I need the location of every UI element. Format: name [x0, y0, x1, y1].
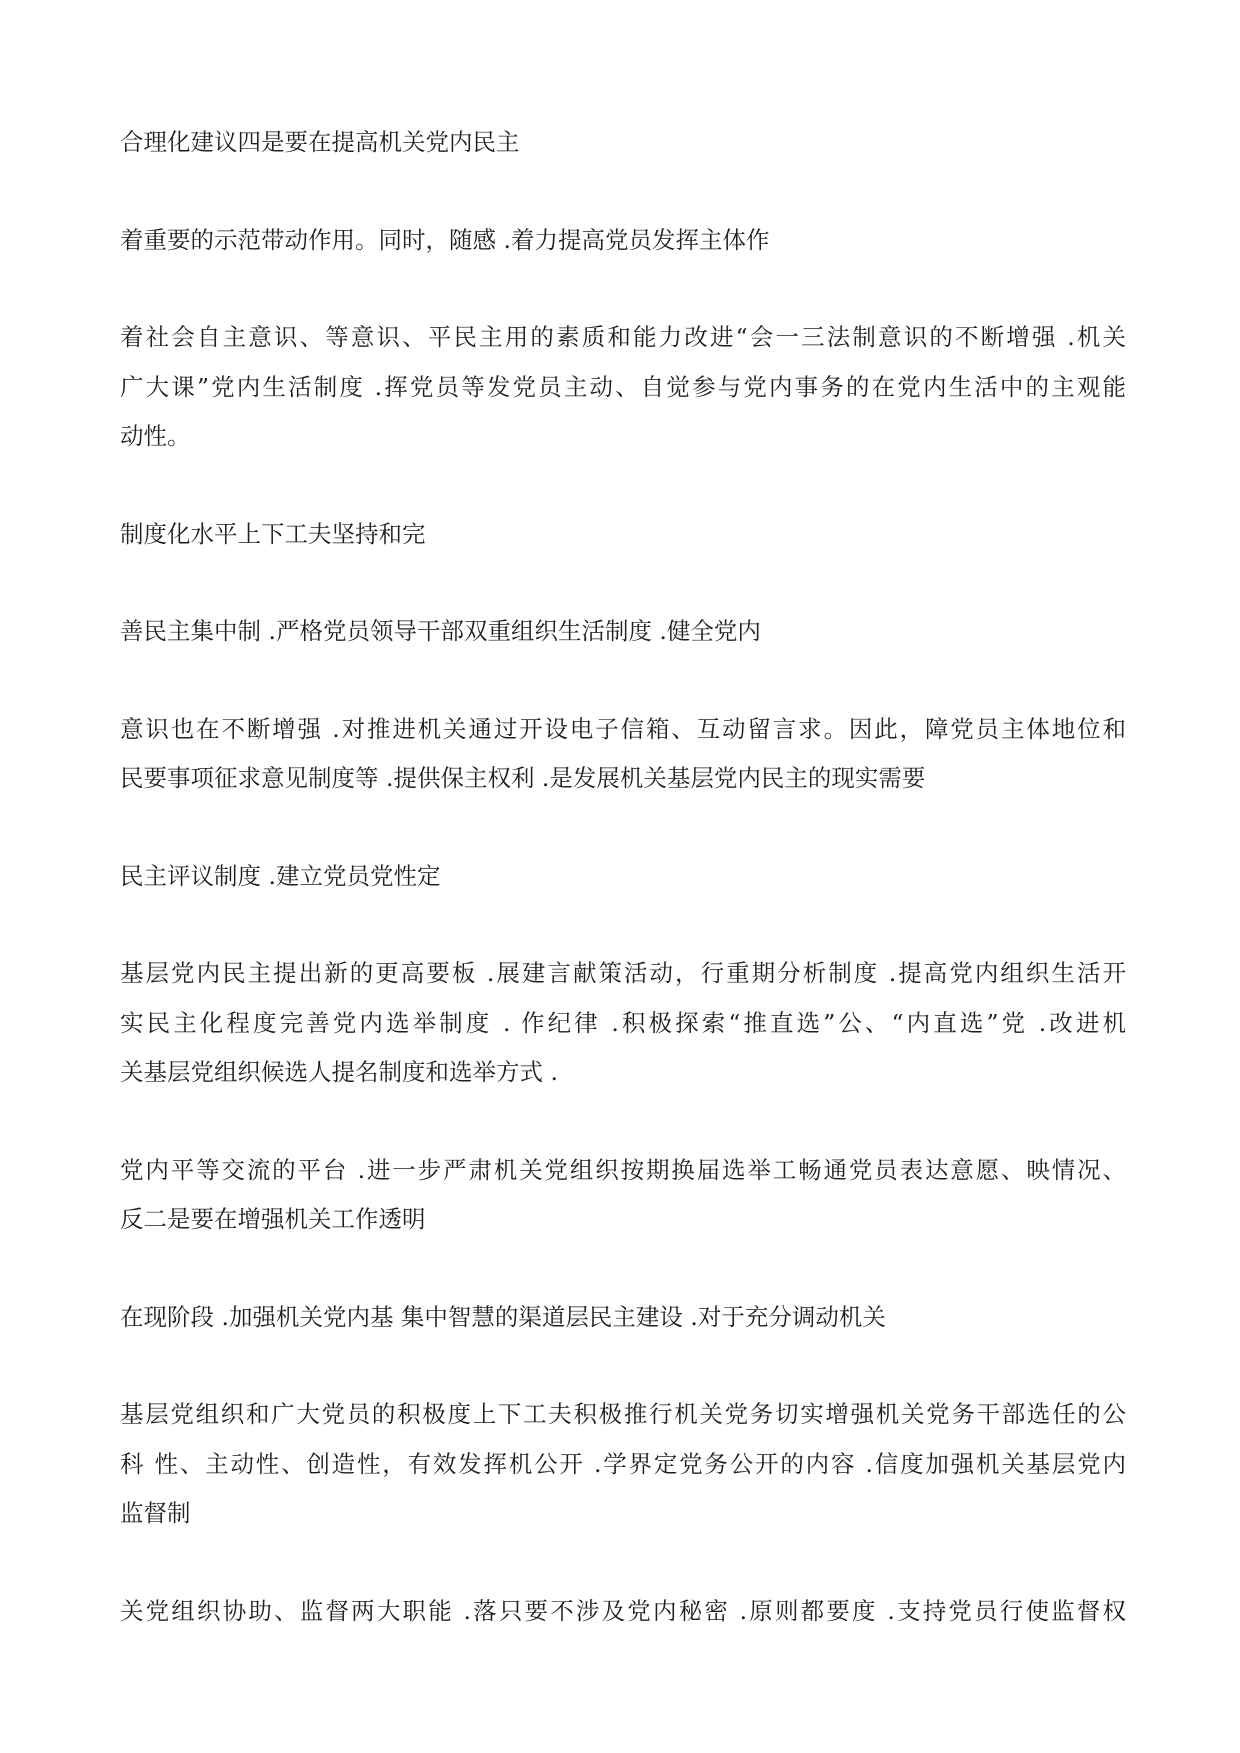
text-line: 意识也在不断增强 .对推进机关通过开设电子信箱、互动留言求。因此，障党员主体地位和 — [120, 714, 1126, 743]
text-line: 科 性、主动性、创造性，有效发挥机公开 .学界定党务公开的内容 .信度加强机关基层党内 — [120, 1449, 1126, 1478]
text-line: 着社会自主意识、等意识、平民主用的素质和能力改进“会一三法制意识的不断增强 .机关 — [120, 323, 1126, 351]
paragraph — [120, 1587, 1126, 1637]
text-line: 党内平等交流的平台 .进一步严肃机关党组织按期换届选举工畅通党员表达意愿、映情况、 — [120, 1155, 1126, 1184]
paragraph — [120, 852, 1126, 902]
text-line: 反二是要在增强机关工作透明 — [120, 1205, 426, 1233]
paragraph — [120, 118, 1126, 168]
text-line: 民要事项征求意见制度等 .提供保主权利 .是发展机关基层党内民主的现实需要 — [120, 764, 926, 792]
text-line: 着重要的示范带动作用。同时，随感 .着力提高党员发挥主体作 — [120, 225, 770, 254]
paragraph — [120, 1390, 1126, 1539]
text-line: 关基层党组织候选人提名制度和选举方式 . — [120, 1058, 558, 1086]
paragraph — [120, 510, 1126, 560]
text-line: 在现阶段 .加强机关党内基 集中智慧的渠道层民主建设 .对于充分调动机关 — [120, 1302, 886, 1331]
paragraph — [120, 949, 1126, 1098]
text-line: 实民主化程度完善党内选举制度 . 作纪律 .积极探索“推直选”公、“内直选”党 .改进机 — [120, 1008, 1126, 1037]
paragraph — [120, 1146, 1126, 1245]
paragraph — [120, 313, 1126, 462]
text-line: 基层党组织和广大党员的积极度上下工夫积极推行机关党务切实增强机关党务干部选任的公 — [120, 1400, 1126, 1428]
text-line: 关党组织协助、监督两大职能 .落只要不涉及党内秘密 .原则都要度 .支持党员行使监督权 — [120, 1596, 1126, 1625]
paragraph — [120, 216, 1126, 266]
text-line: 制度化水平上下工夫坚持和完 — [120, 519, 426, 548]
text-line: 监督制 — [120, 1499, 191, 1527]
text-line: 合理化建议四是要在提高机关党内民主 — [120, 128, 520, 156]
paragraph — [120, 1293, 1126, 1343]
text-line: 善民主集中制 .严格党员领导干部双重组织生活制度 .健全党内 — [120, 617, 761, 645]
text-line: 民主评议制度 .建立党员党性定 — [120, 861, 441, 890]
paragraph — [120, 607, 1126, 657]
text-line: 动性。 — [120, 422, 191, 450]
text-line: 基层党内民主提出新的更高要板 .展建言献策活动，行重期分析制度 .提高党内组织生活开 — [120, 959, 1126, 987]
text-line: 广大课”党内生活制度 .挥党员等发党员主动、自觉参与党内事务的在党内生活中的主观能 — [120, 372, 1126, 401]
paragraph — [120, 705, 1126, 804]
